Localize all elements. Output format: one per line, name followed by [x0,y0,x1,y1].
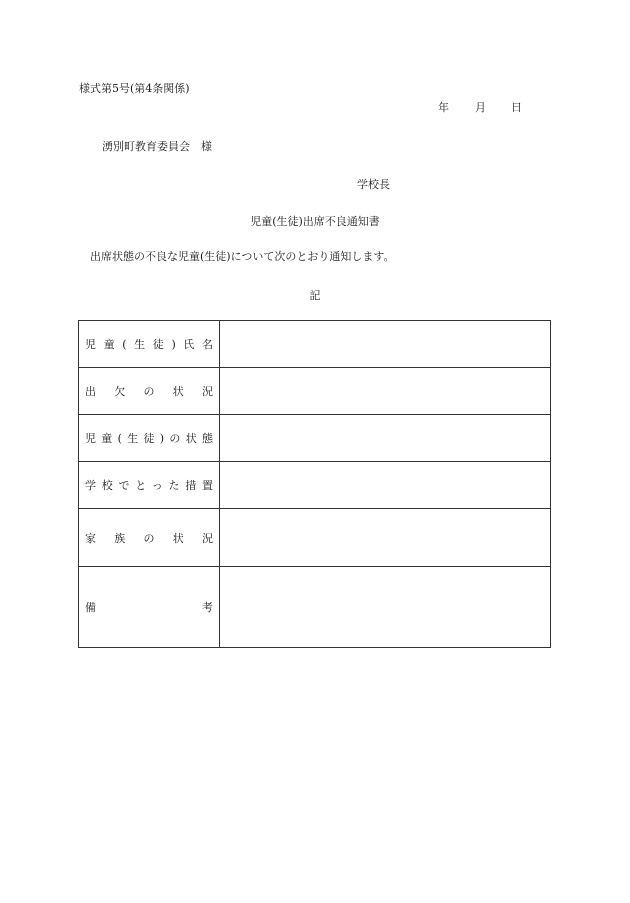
row-label-remarks: 備考 [79,567,220,648]
date-day-label: 日 [511,101,522,114]
form-number: 様式第5号(第4条関係) [79,82,190,95]
row-label-school-measures: 学校でとった措置 [79,462,220,509]
row-value-attendance[interactable] [220,368,551,415]
record-table [78,320,551,648]
date-month-label: 月 [475,101,486,114]
row-value-family-status[interactable] [220,509,551,567]
row-label-student-name: 児童(生徒)氏名 [79,321,220,368]
row-label-attendance: 出欠の状況 [79,368,220,415]
table-row [79,415,551,462]
table-row [79,567,551,648]
date-year-label: 年 [438,101,449,114]
sender: 学校長 [357,178,390,191]
ki-heading: 記 [309,289,321,302]
table-row [79,462,551,509]
row-value-school-measures[interactable] [220,462,551,509]
row-label-student-condition: 児童(生徒)の状態 [79,415,220,462]
date-line [438,99,522,115]
row-value-student-name[interactable] [220,321,551,368]
table-row [79,368,551,415]
row-value-student-condition[interactable] [220,415,551,462]
row-value-remarks[interactable] [220,567,551,648]
intro-text: 出席状態の不良な児童(生徒)について次のとおり通知します。 [90,250,395,263]
row-label-family-status: 家族の状況 [79,509,220,567]
document-title: 児童(生徒)出席不良通知書 [250,215,380,228]
table-row [79,509,551,567]
table-row [79,321,551,368]
recipient: 湧別町教育委員会 様 [102,140,212,153]
